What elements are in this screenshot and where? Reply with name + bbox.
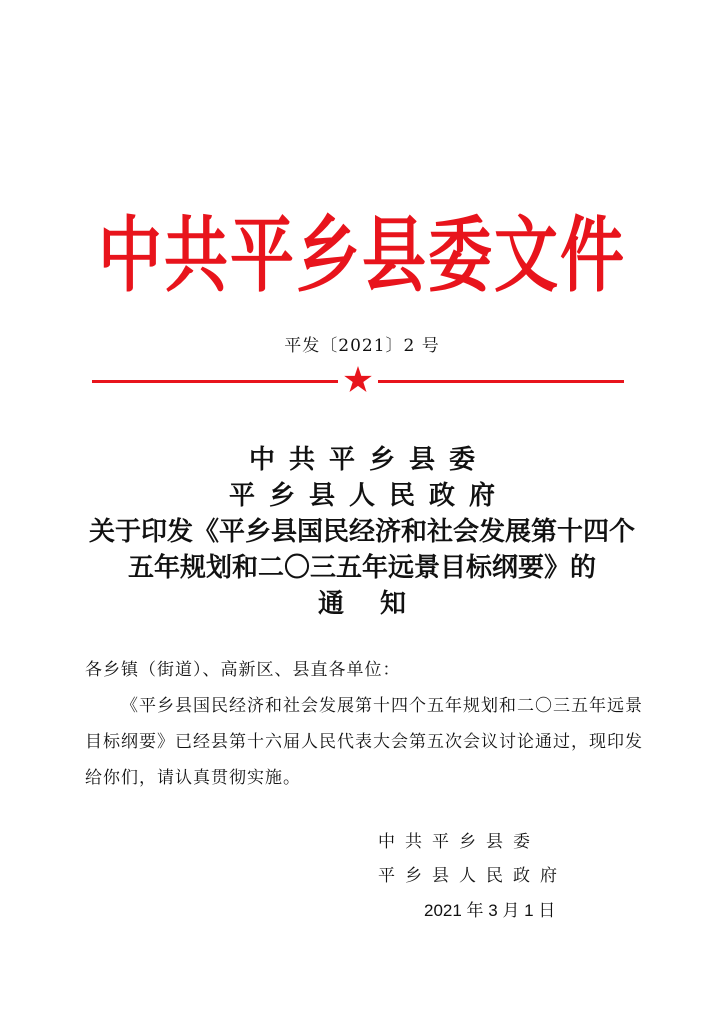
title-subject-line-2: 五年规划和二〇三五年远景目标纲要》的 — [127, 553, 596, 583]
masthead-title: 中共平乡县委文件 — [98, 209, 626, 304]
document-title — [40, 442, 684, 622]
title-issuer-government: 平乡县人民政府 — [228, 481, 509, 511]
title-doc-type: 通知 — [317, 589, 442, 619]
title-subject-line-1: 关于印发《平乡县国民经济和社会发展第十四个 — [88, 517, 635, 547]
title-issuer-party: 中共平乡县委 — [248, 445, 489, 475]
body-paragraph: 《平乡县国民经济和社会发展第十四个五年规划和二〇三五年远景目标纲要》已经县第十六届人民代表大会第五次会议讨论通过，现印发给你们，请认真贯彻实施。 — [85, 696, 643, 788]
red-star-icon — [342, 364, 374, 396]
red-rule-right — [378, 380, 624, 383]
salutation: 各乡镇（街道）、高新区、县直各单位： — [85, 660, 401, 680]
signature-party: 中共平乡县委 — [378, 832, 540, 852]
document-number: 平发〔2021〕2 号 — [284, 336, 440, 356]
signature-date: 2021 年 3 月 1 日 — [424, 901, 556, 920]
red-rule-left — [92, 380, 338, 383]
signature-government: 平乡县人民政府 — [378, 866, 567, 886]
